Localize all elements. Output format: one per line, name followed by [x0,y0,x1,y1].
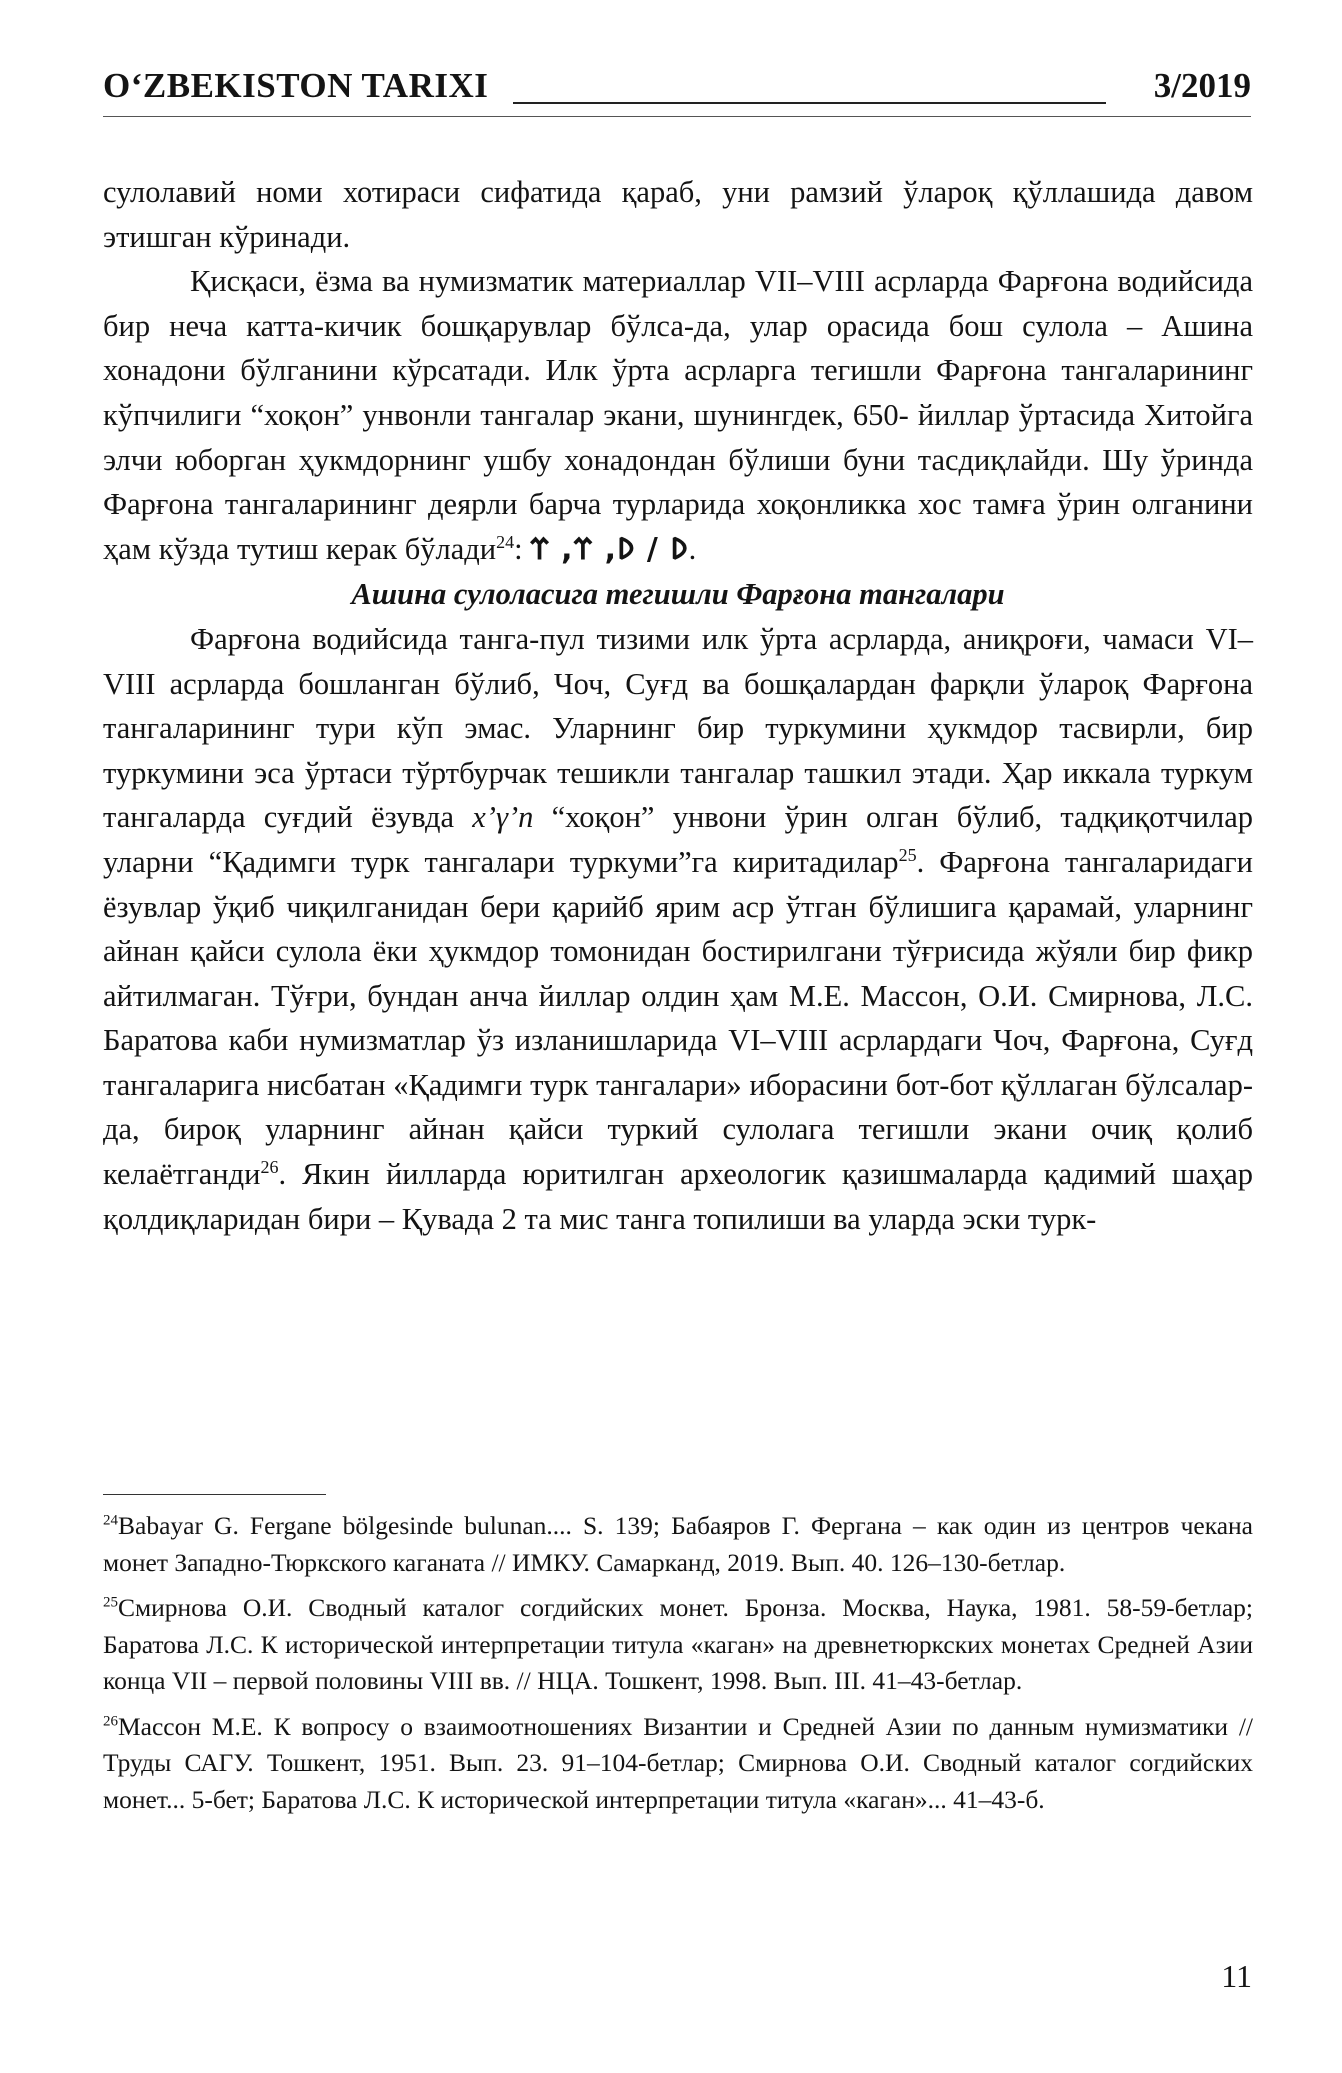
footnote-text: Смирнова О.И. Сводный каталог согдийских монет. Бронза. Москва, Наука, 1981. 58-59-бетлар; Баратова Л.С. К исторической интерпретации титула «каган» на древнетюркских монетах Средней Азии конца VII – первой половины VIII вв. // НЦА. Тошкент, 1998. Вып. III. 41–43-бетлар. [103,1593,1253,1695]
footnote-ref-24: 24 [496,531,515,552]
page-number: 11 [1221,1958,1252,1994]
sogdian-transliteration: x’γ’n [472,800,534,835]
colon: : [514,531,523,566]
footnote-24 [103,1508,1253,1581]
footnote-number: 25 [103,1594,118,1611]
running-header [103,58,1251,118]
footnote-text: Babayar G. Fergane bölgesinde bulunan.... S. 139; Бабаяров Г. Фергана – как один из центров чекана монет Западно-Тюркского каганата // ИМКУ. Самарканд, 2019. Вып. 40. 126–130-бетлар. [103,1511,1253,1577]
footnote-number: 24 [103,1512,118,1529]
body-text [103,170,1253,1241]
paragraph-3-part-c: . Фарғона тангаларидаги ёзувлар ўқиб чиқилганидан бери қарийб ярим аср ўтган бўлишига қарамай, уларнинг айнан қайси сулола ёки ҳукмдор томонидан бостирилгани тўғрисида жўяли бир фикр айтилмаган. Тўғри, бундан анча йиллар олдин ҳам М.Е. Массон, О.И. Смирнова, Л.С. Баратова каби нумизматлар ўз изланишларида VI–VIII асрлардаги Чоч, Фарғона, Суғд тангаларига нисбатан «Қадимги турк тангалари» иборасини бот-бот қўллаган бўлсалар-да, бироқ уларнинг айнан қайси туркий сулолага тегишли экани очиқ қолиб келаётганди [103,844,1253,1192]
footnote-25 [103,1590,1253,1700]
issue-number: 3/2019 [1153,66,1251,105]
header-divider [103,116,1251,117]
period: . [688,531,697,566]
paragraph-3-part-d: . Якин йилларда юритилган археологик қазишмаларда қадимий шаҳар қолдиқларидан бири – Қувада 2 та мис танга топилиши ва уларда эски турк- [103,1157,1253,1236]
tamga-signs: 𐰖 / 𐰖, 𐰼, 𐰼 [530,531,689,567]
footnotes [103,1508,1253,1827]
paragraph-2 [103,259,1253,572]
footnote-26 [103,1709,1253,1819]
paragraph-3-part-a: Фарғона водийсида танга-пул тизими илк ўрта асрларда, аниқроғи, чамаси VI–VIII асрларда бошланган бўлиб, Чоч, Суғд ва бошқалардан фарқли ўларoқ Фарғона тангаларининг тури кўп эмас. Уларнинг бир туркумини ҳукмдор тасвирли, бир туркумини эса ўртаси тўртбурчак тешикли тангалар ташкил этади. Ҳар иккала туркум тангаларда суғдий ёзувда [103,621,1253,835]
footnote-text: Массон М.Е. К вопросу о взаимоотношениях Византии и Средней Азии по данным нумизматики // Труды САГУ. Тошкент, 1951. Вып. 23. 91–104-бетлар; Смирнова О.И. Сводный каталог согдийских монет... 5-бет; Баратова Л.С. К исторической интерпретации титула «каган»... 41–43-б. [103,1711,1253,1814]
paragraph-1: сулолавий номи хотираси сифатида қараб, уни рамзий ўларoқ қўллашида давом этишган кўринади. [103,175,1253,254]
footnote-ref-25: 25 [898,844,917,865]
section-heading: Ашина сулоласига тегишли Фарғона тангалари [351,577,1005,612]
paragraph-2-text: Қисқаси, ёзма ва нумизматик материаллар VII–VIII асрларда Фарғона водийсида бир неча катта-кичик бошқарувлар бўлса-да, улар орасида бош сулола – Ашина хонадони бўлганини кўрсатади. Илк ўрта асрларга тегишли Фарғона тангаларининг кўпчилиги “хоқон” унвонли тангалар экани, шунингдек, 650- йиллар ўртасида Хитойга элчи юборган ҳукмдорнинг ушбу хонадондан бўлиши буни тасдиқлайди. Шу ўринда Фарғона тангаларининг деярли барча турларида хоқонликка хос тамға ўрин олганини ҳам кўзда тутиш керак бўлади [103,264,1253,566]
footnote-rule [103,1494,326,1495]
paragraph-3-part-b: “хоқон” унвони ўрин олган бўлиб, тадқиқотчилар уларни “Қадимги турк тангалари туркуми”га киритадилар [103,800,1253,879]
journal-title: O‘ZBEKISTON TARIXI [103,66,489,105]
header-rule [513,102,1106,104]
paragraph-3 [103,617,1253,1241]
footnote-ref-26: 26 [260,1156,279,1177]
footnote-number: 26 [103,1713,118,1729]
